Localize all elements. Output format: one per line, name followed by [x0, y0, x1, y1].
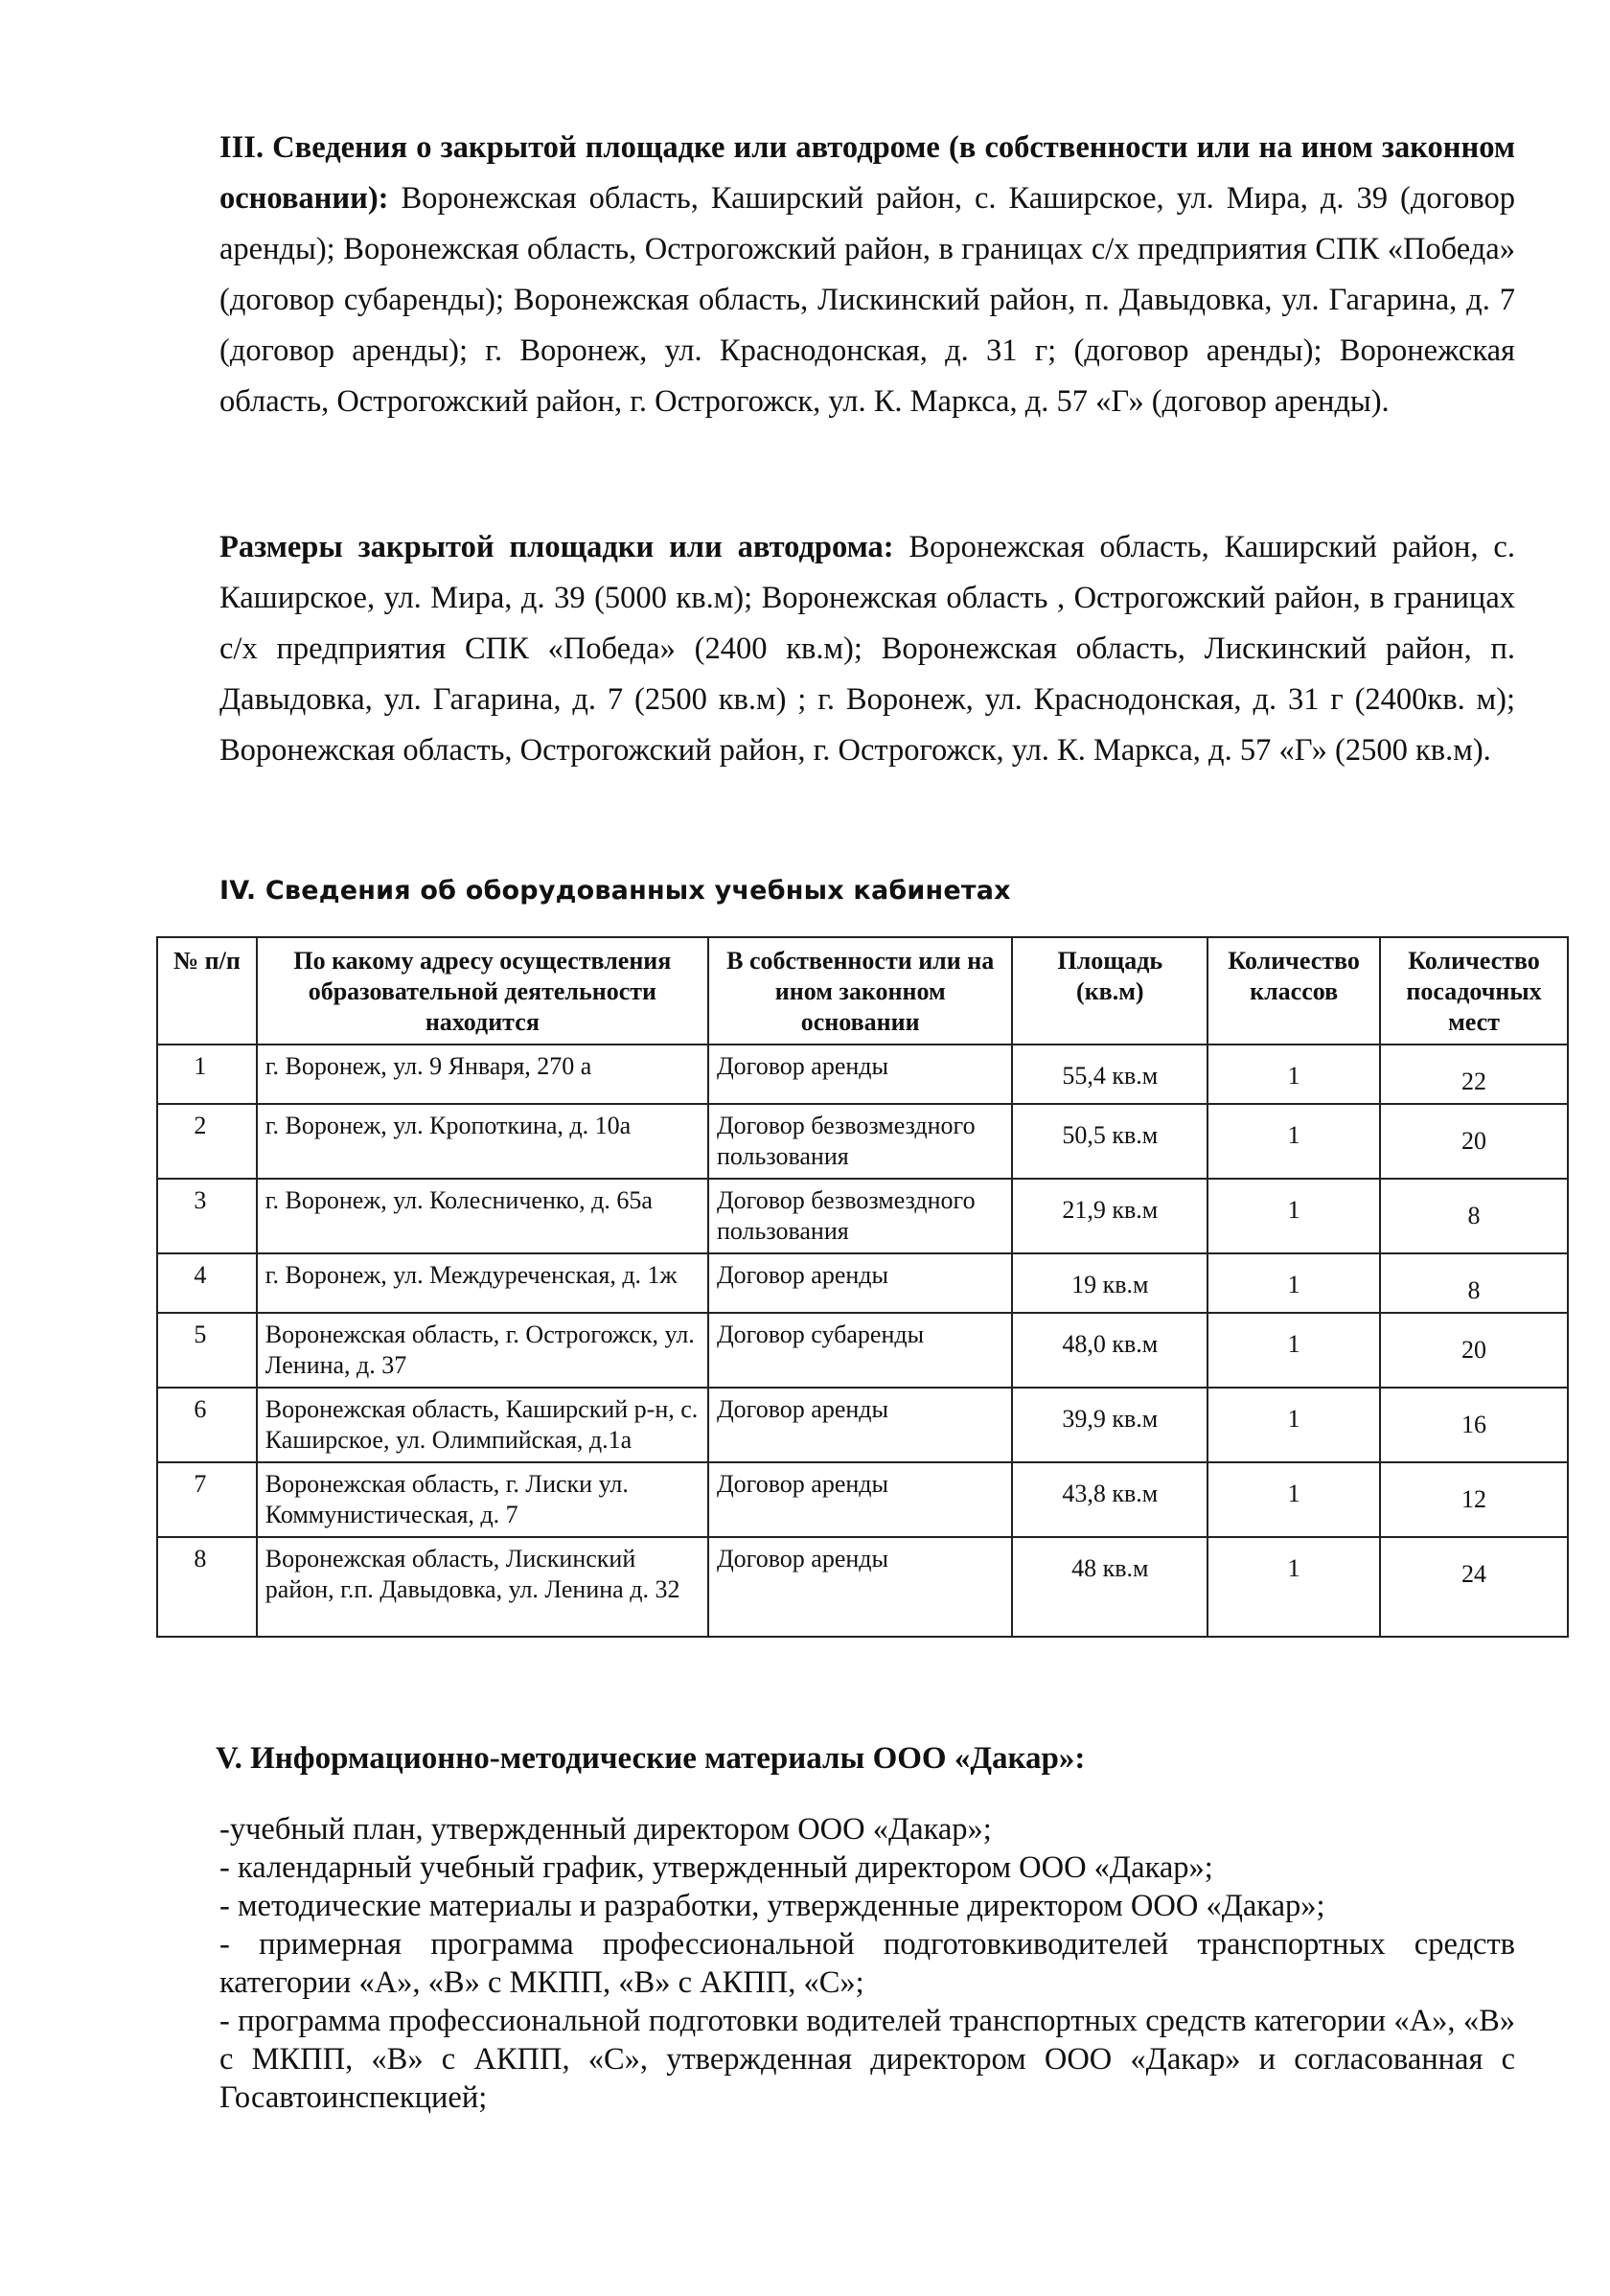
- cell-area: 55,4 кв.м: [1012, 1045, 1208, 1104]
- cell-area: 48,0 кв.м: [1012, 1313, 1208, 1388]
- cell-address: г. Воронеж, ул. Колесниченко, д. 65а: [257, 1179, 708, 1253]
- table-row: [157, 1462, 1568, 1537]
- cell-area: 21,9 кв.м: [1012, 1179, 1208, 1253]
- cell-ownership: Договор аренды: [708, 1462, 1013, 1537]
- cell-num: 5: [157, 1313, 257, 1388]
- cell-classes: 1: [1208, 1313, 1380, 1388]
- list-item: - программа профессиональной подготовки водителей транспортных средств категории «А», «В» с МКПП, «В» с АКПП, «С», утвержденная директором ООО «Дакар» и согласованная с Госавтоинспекцией;: [219, 2004, 1515, 2115]
- cell-seats: 24: [1380, 1537, 1568, 1637]
- cell-address: г. Воронеж, ул. Междуреченская, д. 1ж: [257, 1253, 708, 1313]
- cell-address: Воронежская область, Лискинский район, г.п. Давыдовка, ул. Ленина д. 32: [257, 1537, 708, 1637]
- header-classes: Количество классов: [1208, 937, 1380, 1045]
- cell-num: 6: [157, 1388, 257, 1462]
- cell-ownership: Договор аренды: [708, 1388, 1013, 1462]
- sizes-heading: Размеры закрытой площадки или автодрома:: [219, 530, 894, 564]
- list-item: -учебный план, утвержденный директором ООО «Дакар»;: [219, 1812, 992, 1847]
- sizes-paragraph: [219, 522, 1515, 776]
- cell-ownership: Договор аренды: [708, 1045, 1013, 1104]
- cell-classes: 1: [1208, 1253, 1380, 1313]
- header-area: Площадь (кв.м): [1012, 937, 1208, 1045]
- materials-list: [219, 1810, 1515, 2117]
- cell-classes: 1: [1208, 1462, 1380, 1537]
- section-5-title: V. Информационно-методические материалы ООО «Дакар»:: [216, 1741, 1086, 1776]
- cell-area: 39,9 кв.м: [1012, 1388, 1208, 1462]
- header-address: По какому адресу осуществления образовательной деятельности находится: [257, 937, 708, 1045]
- table-row: [157, 1313, 1568, 1388]
- section-4-title: IV. Сведения об оборудованных учебных кабинетах: [219, 876, 1011, 906]
- table-row: [157, 1537, 1568, 1637]
- cell-ownership: Договор безвозмездного пользования: [708, 1179, 1013, 1253]
- sizes-text: Воронежская область, Каширский район, с. Каширское, ул. Мира, д. 39 (5000 кв.м); Воронежская область , Острогожский район, в границах с/х предприятия СПК «Победа» (2400 кв.м); Воронежская область, Лискинский район, п. Давыдовка, ул. Гагарина, д. 7 (2500 кв.м) ; г. Воронеж, ул. Краснодонская, д. 31 г (2400кв. м); Воронежская область, Острогожский район, г. Острогожск, ул. К. Маркса, д. 57 «Г» (2500 кв.м).: [219, 530, 1515, 768]
- cell-classes: 1: [1208, 1045, 1380, 1104]
- table-header-row: [157, 937, 1568, 1045]
- list-item: - методические материалы и разработки, утвержденные директором ООО «Дакар»;: [219, 1889, 1325, 1923]
- cell-seats: 12: [1380, 1462, 1568, 1537]
- section-3-paragraph: [219, 123, 1515, 427]
- cell-address: Воронежская область, Каширский р-н, с. Каширское, ул. Олимпийская, д.1а: [257, 1388, 708, 1462]
- cell-address: Воронежская область, г. Острогожск, ул. Ленина, д. 37: [257, 1313, 708, 1388]
- table-row: [157, 1253, 1568, 1313]
- cell-num: 7: [157, 1462, 257, 1537]
- cell-ownership: Договор безвозмездного пользования: [708, 1104, 1013, 1179]
- cell-seats: 20: [1380, 1313, 1568, 1388]
- cell-seats: 8: [1380, 1253, 1568, 1313]
- cell-area: 19 кв.м: [1012, 1253, 1208, 1313]
- section-3-text: Воронежская область, Каширский район, с. Каширское, ул. Мира, д. 39 (договор аренды); Воронежская область, Острогожский район, в границах с/х предприятия СПК «Победа» (договор субаренды); Воронежская область, Лискинский район, п. Давыдовка, ул. Гагарина, д. 7 (договор аренды); г. Воронеж, ул. Краснодонская, д. 31 г; (договор аренды); Воронежская область, Острогожский район, г. Острогожск, ул. К. Маркса, д. 57 «Г» (договор аренды).: [219, 181, 1515, 419]
- cell-area: 48 кв.м: [1012, 1537, 1208, 1637]
- cell-classes: 1: [1208, 1537, 1380, 1637]
- cell-address: г. Воронеж, ул. 9 Января, 270 а: [257, 1045, 708, 1104]
- cell-num: 4: [157, 1253, 257, 1313]
- table-row: [157, 1104, 1568, 1179]
- table-row: [157, 1045, 1568, 1104]
- header-seats: Количество посадочных мест: [1380, 937, 1568, 1045]
- cell-ownership: Договор аренды: [708, 1253, 1013, 1313]
- cell-address: г. Воронеж, ул. Кропоткина, д. 10а: [257, 1104, 708, 1179]
- list-item: - примерная программа профессиональной подготовкиводителей транспортных средств категории «А», «В» с МКПП, «В» с АКПП, «С»;: [219, 1927, 1515, 2000]
- cell-classes: 1: [1208, 1388, 1380, 1462]
- cell-num: 3: [157, 1179, 257, 1253]
- list-item: - календарный учебный график, утвержденный директором ООО «Дакар»;: [219, 1850, 1213, 1885]
- cell-num: 8: [157, 1537, 257, 1637]
- cell-seats: 20: [1380, 1104, 1568, 1179]
- cell-area: 43,8 кв.м: [1012, 1462, 1208, 1537]
- cell-seats: 8: [1380, 1179, 1568, 1253]
- cell-seats: 16: [1380, 1388, 1568, 1462]
- classrooms-table: [156, 936, 1569, 1638]
- cell-num: 1: [157, 1045, 257, 1104]
- cell-ownership: Договор аренды: [708, 1537, 1013, 1637]
- header-num: № п/п: [157, 937, 257, 1045]
- table-row: [157, 1179, 1568, 1253]
- cell-seats: 22: [1380, 1045, 1568, 1104]
- cell-classes: 1: [1208, 1179, 1380, 1253]
- cell-num: 2: [157, 1104, 257, 1179]
- cell-classes: 1: [1208, 1104, 1380, 1179]
- cell-area: 50,5 кв.м: [1012, 1104, 1208, 1179]
- cell-ownership: Договор субаренды: [708, 1313, 1013, 1388]
- header-ownership: В собственности или на ином законном основании: [708, 937, 1013, 1045]
- table-row: [157, 1388, 1568, 1462]
- cell-address: Воронежская область, г. Лиски ул. Коммунистическая, д. 7: [257, 1462, 708, 1537]
- section-3-heading: III. Сведения о закрытой площадке или автодроме (в собственности или на ином законном основании):: [219, 130, 1515, 216]
